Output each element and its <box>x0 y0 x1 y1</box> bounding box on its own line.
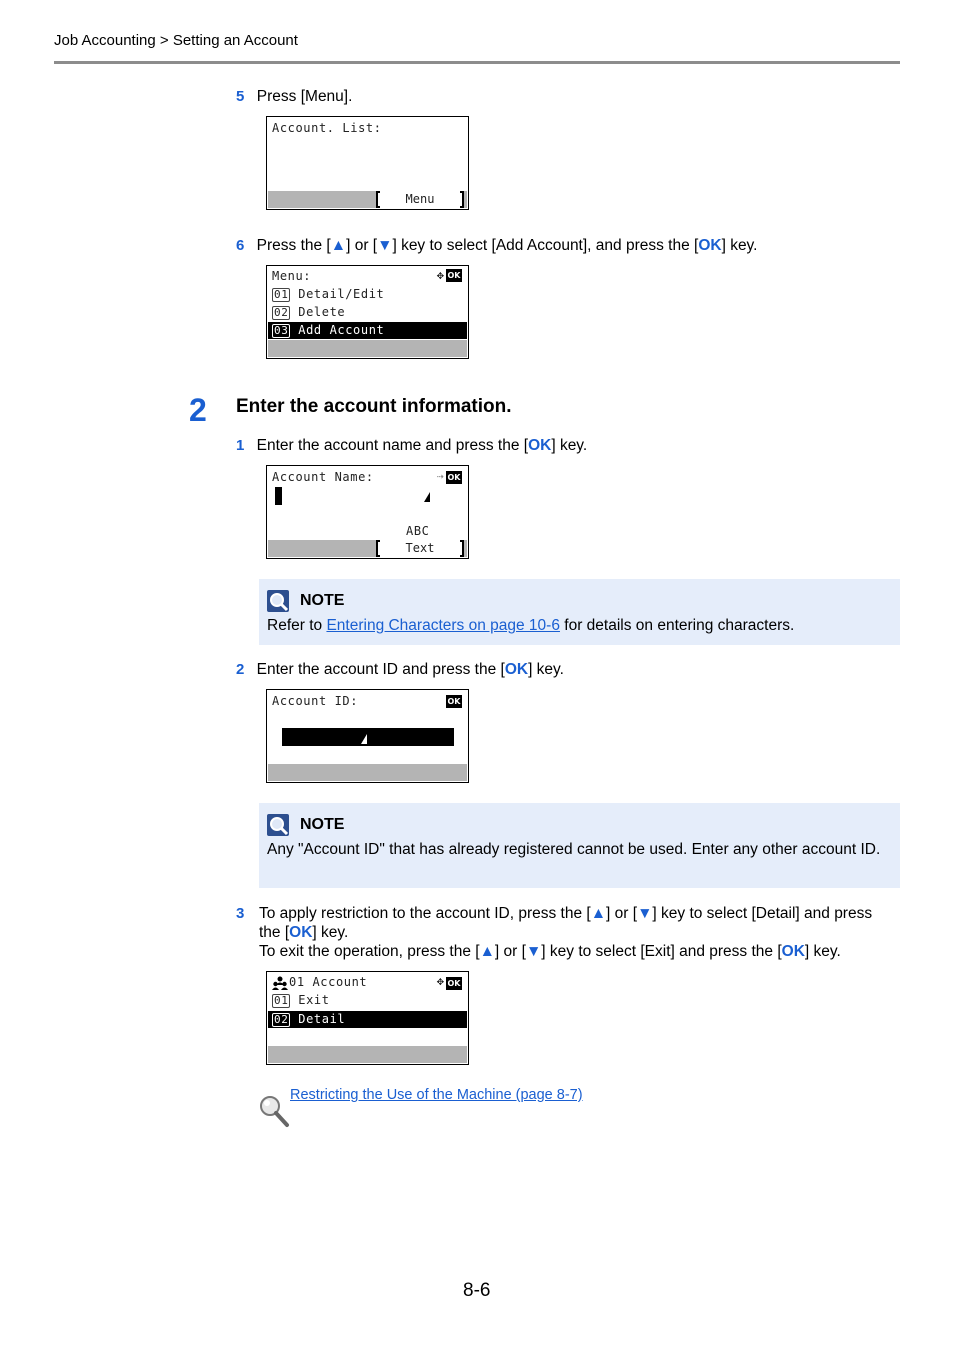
menu-softkey[interactable]: Menu <box>376 191 464 208</box>
screen-account-name <box>266 465 469 559</box>
down-key-icon: ▼ <box>377 237 393 254</box>
ok-key-label: OK <box>698 237 722 254</box>
text-cursor <box>275 487 282 505</box>
ok-key-label: OK <box>504 661 529 678</box>
note-box <box>259 579 900 645</box>
four-way-arrow-icon: ✥ <box>436 974 444 988</box>
four-way-arrow-icon: ✥ <box>436 268 444 282</box>
step-number: 5 <box>236 88 245 105</box>
screen-menu <box>266 265 469 359</box>
step-text: Press [Menu]. <box>256 88 353 105</box>
screen-account-id <box>266 689 469 783</box>
step-5 <box>236 87 352 106</box>
softkey-bar <box>268 1046 467 1063</box>
breadcrumb: Job Accounting > Setting an Account <box>54 32 298 49</box>
screen-title: Account ID: <box>272 694 359 708</box>
step-6 <box>236 236 757 255</box>
item-label: Detail/Edit <box>298 287 385 301</box>
step-text-mid: ] key to select [Add Account], and press the [ <box>392 237 699 254</box>
menu-item[interactable] <box>272 287 384 302</box>
substep-3: 3 To apply restriction to the account ID, press the [▲] or [▼] key to select [Detail] and press the [OK] key. To exit the operation, press the [▲] or [▼] key to select [Exit] and press the [OK] key. <box>236 905 873 960</box>
ok-icon: OK <box>447 271 461 280</box>
note-magnifier-icon <box>267 590 289 612</box>
step-text-post: ] key. <box>528 661 564 678</box>
item-number: 03 <box>274 324 289 337</box>
section-number: 2 <box>189 392 207 428</box>
users-icon <box>272 976 288 990</box>
up-key-icon: ▲ <box>590 905 607 922</box>
step-text-pre: Enter the account ID and press the [ <box>256 661 505 678</box>
note-title: NOTE <box>300 816 345 833</box>
ok-key-label: OK <box>781 943 805 960</box>
ok-icon: OK <box>447 473 461 482</box>
ok-icon: OK <box>447 697 461 706</box>
step-number: 6 <box>236 237 245 254</box>
up-key-icon: ▲ <box>479 943 495 960</box>
item-number: 02 <box>274 1013 289 1026</box>
item-number: 02 <box>274 306 289 319</box>
menu-item[interactable] <box>272 993 330 1008</box>
screen-title: Menu: <box>272 269 312 283</box>
screen-account-list <box>266 116 469 210</box>
menu-item-selected[interactable] <box>268 1011 467 1028</box>
up-key-icon: ▲ <box>330 237 347 254</box>
ok-key-label: OK <box>528 437 552 454</box>
menu-item-selected[interactable] <box>268 322 467 339</box>
step-number: 1 <box>236 437 245 454</box>
header-rule <box>54 61 900 64</box>
step-number: 2 <box>236 661 245 678</box>
step-text-post: ] key. <box>551 437 588 454</box>
ok-key-label: OK <box>289 924 313 941</box>
note-body: Refer to Entering Characters on page 10-6 for details on entering characters. <box>267 617 795 634</box>
substep-1 <box>236 436 587 455</box>
screen-title: Account. List: <box>272 121 382 135</box>
note-title: NOTE <box>300 592 345 609</box>
ok-icon: OK <box>447 979 461 988</box>
item-number: 01 <box>274 288 289 301</box>
softkey-bar <box>268 764 467 781</box>
note-magnifier-icon <box>267 814 289 836</box>
item-label: Delete <box>298 305 346 319</box>
item-label: Add Account <box>298 323 385 337</box>
substep-2 <box>236 660 564 679</box>
left-right-arrow-icon: ⇢ <box>436 469 444 483</box>
reference-magnifier-icon <box>258 1094 290 1128</box>
restricting-use-link[interactable]: Restricting the Use of the Machine (page 8-7) <box>290 1087 583 1103</box>
screen-title: Account Name: <box>272 470 374 484</box>
step-number: 3 <box>236 905 245 922</box>
note-body: Any "Account ID" that has already registered cannot be used. Enter any other account ID. <box>267 841 881 858</box>
text-softkey[interactable]: Text <box>376 540 464 557</box>
screen-account-detail <box>266 971 469 1065</box>
softkey-bar <box>268 340 467 357</box>
step-text-pre: Press the [ <box>256 237 331 254</box>
item-label: Detail <box>298 1012 346 1026</box>
signal-level-icon <box>359 731 369 745</box>
entering-characters-link[interactable]: Entering Characters on page 10-6 <box>326 617 560 634</box>
item-label: Exit <box>298 993 330 1007</box>
page-number: 8-6 <box>463 1280 491 1301</box>
down-key-icon: ▼ <box>525 943 542 960</box>
section-title: Enter the account information. <box>236 396 512 417</box>
signal-level-icon <box>422 489 432 503</box>
input-mode: ABC <box>406 524 430 538</box>
step-text-mid: ] or [ <box>346 237 378 254</box>
item-number: 01 <box>274 994 289 1007</box>
down-key-icon: ▼ <box>637 905 653 922</box>
menu-item[interactable] <box>272 305 345 320</box>
id-input-field[interactable] <box>282 728 454 746</box>
note-box <box>259 803 900 888</box>
screen-title: 01 Account <box>289 975 368 989</box>
step-text-post: ] key. <box>721 237 758 254</box>
step-text-pre: Enter the account name and press the [ <box>256 437 529 454</box>
